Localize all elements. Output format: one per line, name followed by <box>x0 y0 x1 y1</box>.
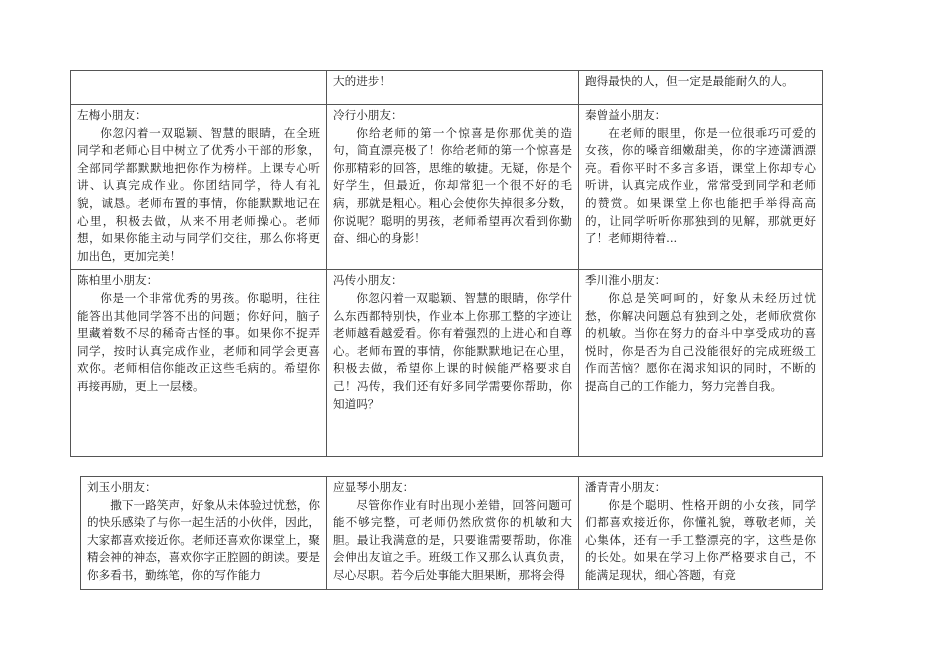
student-name: 刘玉小朋友： <box>87 480 157 494</box>
student-name: 冷行小朋友： <box>333 108 403 122</box>
comment-text: 撒下一路笑声，好象从未体验过忧愁，你的快乐感染了与你一起生活的小伙伴，因此，大家都喜欢接近你。老师还喜欢你课堂上，聚精会神的神态，喜欢你字正腔圆的朗读。要是你多看书，勤练笔，你的写作能力 <box>87 497 320 582</box>
table-row <box>81 477 823 590</box>
student-name: 应显琴小朋友： <box>333 480 415 494</box>
comment-text: 尽管你作业有时出现小差错，回答问题可能不够完整，可老师仍然欣赏你的机敏和大胆。最让我满意的是，只要谁需要帮助，你准会伸出友谊之手。班级工作又那么认真负责，尽心尽职。若今后处事能大胆果断，那将会得 <box>333 497 572 582</box>
continuation-text: 大的进步！ <box>333 74 391 88</box>
table-cell <box>71 71 327 105</box>
comment-cell <box>327 270 579 457</box>
student-name: 冯传小朋友： <box>333 273 403 288</box>
comment-text: 你是一个非常优秀的男孩。你聪明，往往能答出其他同学答不出的问题；你好问，脑子里藏着数不尽的稀奇古怪的事。如果你不捉弄同学，按时认真完成作业，老师和同学会更喜欢你。老师相信你能改正这些毛病的。希望你再接再励，更上一层楼。 <box>77 290 320 393</box>
student-name: 季川淮小朋友： <box>585 273 667 288</box>
comment-text: 在老师的眼里，你是一位很乖巧可爱的女孩，你的嗓音细嫩甜美，你的字迹潇洒漂亮。看你平时不多言多语，课堂上你却专心听讲，认真完成作业，常常受到同学和老师的赞赏。如果课堂上你也能把手举得高高的，让同学听听你那独到的见解，那就更好了！老师期待着... <box>585 125 816 246</box>
table-row <box>71 270 823 457</box>
comment-cell <box>327 105 579 270</box>
table-row-continuation <box>71 71 823 105</box>
comment-text: 你给老师的第一个惊喜是你那优美的造句，简直漂亮极了！你给老师的第一个惊喜是你那精彩的回答，思维的敏捷。无疑，你是个好学生，但最近，你却常犯一个很不好的毛病，那就是粗心。粗心会使你失掉很多分数，你说呢？聪明的男孩，老师希望再次看到你勤奋、细心的身影！ <box>333 125 572 246</box>
comment-cell <box>579 477 823 590</box>
table-cell <box>327 71 579 105</box>
student-name: 潘青青小朋友： <box>585 480 667 494</box>
comment-cell <box>579 105 823 270</box>
table-cell <box>579 71 823 105</box>
comment-cell <box>71 270 327 457</box>
comment-text: 你是个聪明、性格开朗的小女孩，同学们都喜欢接近你，你懂礼貌，尊敬老师，关心集体，还有一手工整漂亮的字，这些是你的长处。如果在学习上你严格要求自己，不能满足现状，细心答题，有竞 <box>585 497 816 582</box>
comments-table-1 <box>70 70 823 457</box>
comment-cell <box>71 105 327 270</box>
student-name: 陈柏里小朋友： <box>77 273 159 288</box>
student-name: 秦曾益小朋友： <box>585 108 667 122</box>
comment-cell <box>579 270 823 457</box>
comment-text: 你总是笑呵呵的，好象从未经历过忧愁，你解决问题总有独到之处，老师欣赏你的机敏。当你在努力的奋斗中享受成功的喜悦时，你是否为自己没能很好的完成班级工作而苦恼？愿你在渴求知识的同时，不断的提高自己的工作能力，努力完善自我。 <box>585 290 816 393</box>
comment-cell <box>327 477 579 590</box>
comment-text: 你忽闪着一双聪颖、智慧的眼睛，你学什么东西都特别快，作业本上你那工整的字迹让老师越看越爱看。你有着强烈的上进心和自尊心。老师布置的事情，你能默默地记在心里，积极去做，希望你上课的时候能严格要求自己！冯传，我们还有好多同学需要你帮助，你知道吗？ <box>333 290 572 411</box>
continuation-text: 跑得最快的人，但一定是最能耐久的人。 <box>585 74 794 88</box>
student-name: 左梅小朋友： <box>77 108 147 122</box>
comment-text: 你忽闪着一双聪颖、智慧的眼睛，在全班同学和老师心目中树立了优秀小干部的形象，全部同学都默默地把你作为榜样。上课专心听讲、认真完成作业。你团结同学，待人有礼貌，诚恳。老师布置的事情，你能默默地记在心里，积极去做，从来不用老师操心。老师想，如果你能主动与同学们交往，那么你将更加出色，更加完美！ <box>77 125 320 263</box>
comment-cell <box>81 477 327 590</box>
table-row <box>71 105 823 270</box>
comments-table-2 <box>80 476 823 590</box>
